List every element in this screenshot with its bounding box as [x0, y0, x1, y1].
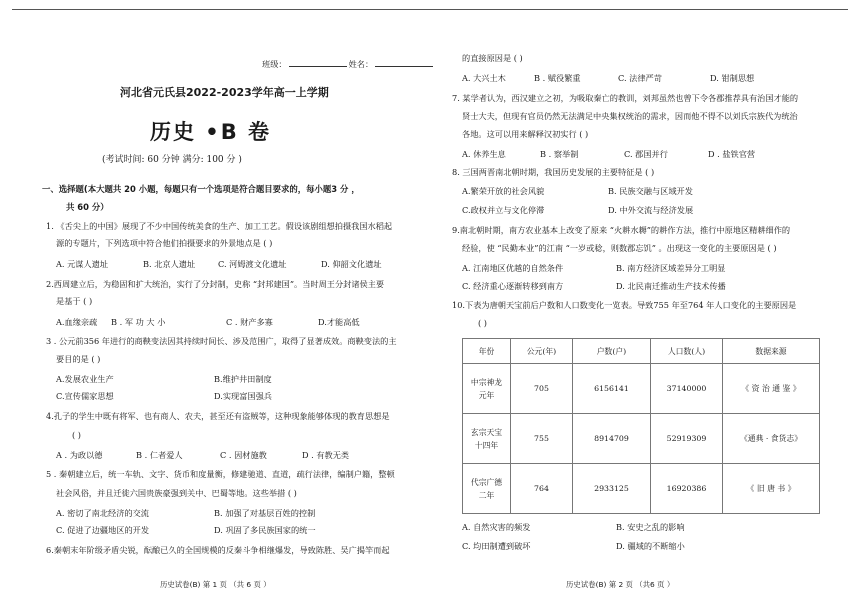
option-a[interactable]: A. 大兴土木: [462, 73, 506, 83]
option-c[interactable]: C.政权并立与文化停滞: [462, 205, 545, 215]
top-rule: [12, 9, 848, 10]
option-b[interactable]: B. 南方经济区域差异分工明显: [616, 263, 726, 273]
table-row: [463, 364, 820, 414]
table-cell-source: 《 资 治 通 鉴 》: [723, 364, 820, 414]
option-b[interactable]: B . 军 功 大 小: [111, 317, 166, 327]
question-4-line1: 4.孔子的学生中既有将军、也有商人、农夫，甚至还有盗贼等，这种现象能够体现的教育思想是: [46, 411, 390, 421]
option-a[interactable]: A . 为政以德: [56, 450, 103, 460]
option-a[interactable]: A.繁荣开放的社会风貌: [462, 186, 545, 196]
table-cell-population: 16920386: [651, 464, 723, 514]
option-d[interactable]: D. 疆域的不断缩小: [616, 541, 685, 551]
question-6-line2: 的直接原因是 ( ): [462, 53, 523, 63]
question-2-line2: 是基于 ( ): [56, 296, 93, 306]
option-a[interactable]: A.血缘亲疏: [56, 317, 98, 327]
exam-info: (考试时间: 60 分钟 满分: 100 分 ): [102, 155, 242, 165]
option-b[interactable]: B.维护井田制度: [214, 374, 272, 384]
question-6-line1: 6.秦朝末年阶级矛盾尖锐，酝酿已久的全国规模的反秦斗争相继爆发，导致陈胜、吴广揭竿而起: [46, 545, 390, 555]
option-a[interactable]: A. 元谋人遗址: [56, 259, 109, 269]
option-c[interactable]: C. 经济重心逐渐转移到南方: [462, 281, 564, 291]
class-blank[interactable]: [289, 58, 347, 67]
option-d[interactable]: D. 钳制思想: [710, 73, 755, 83]
option-b[interactable]: B. 加强了对基层百姓的控制: [214, 508, 316, 518]
table-cell-source: 《通典 · 食货志》: [723, 414, 820, 464]
question-5-line1: 5 . 秦朝建立后，统一车轨、文字、货币和度量衡，修建驰道、直道，疏行法律，编制户籍，整顿: [46, 469, 395, 479]
option-a[interactable]: A. 休养生息: [462, 149, 506, 159]
option-c[interactable]: C. 郡国并行: [624, 149, 668, 159]
option-d[interactable]: D. 北民南迁推动生产技术传播: [616, 281, 726, 291]
option-a[interactable]: A. 自然灾害的频发: [462, 522, 531, 532]
option-a[interactable]: A. 江南地区优越的自然条件: [462, 263, 564, 273]
table-cell-year: 705: [511, 364, 573, 414]
table-header: 户数(户): [573, 339, 651, 364]
option-b[interactable]: B . 察举制: [540, 149, 579, 159]
option-d[interactable]: D. 巩固了多民族国家的统一: [214, 525, 316, 535]
option-c[interactable]: C. 促进了边疆地区的开发: [56, 525, 150, 535]
table-cell-population: 52919309: [651, 414, 723, 464]
exam-subject-title: 历史 •B 卷: [150, 120, 272, 144]
option-c[interactable]: C. 河姆渡文化遗址: [218, 259, 287, 269]
table-cell-year: 764: [511, 464, 573, 514]
option-d[interactable]: D.实现富国强兵: [214, 391, 272, 401]
question-9-line1: 9.南北朝时期，南方农业基本上改变了原来 “火耕水耨”的耕作方法，推行中原地区精耕细作的: [452, 225, 791, 235]
table-cell-households: 8914709: [573, 414, 651, 464]
option-b[interactable]: B . 仁者爱人: [136, 450, 183, 460]
option-d[interactable]: D. 仰韶文化遗址: [321, 259, 382, 269]
question-9-line2: 经验，使 “民勤本业”的江南 “一岁或稔，则数郡忘饥” 。出现这一变化的主要原因是 ( ): [462, 243, 777, 253]
option-d[interactable]: D.才能高低: [318, 317, 360, 327]
table-cell-era: 玄宗天宝 十四年: [463, 414, 511, 464]
table-cell-era: 代宗广德 二年: [463, 464, 511, 514]
question-3-line2: 要目的是 ( ): [56, 354, 101, 364]
option-d[interactable]: D. 中外交流与经济发展: [608, 205, 694, 215]
question-10-line1: 10.下表为唐朝天宝前后户数和人口数变化一览表。导致755 年至764 年人口变化的主要原因是: [452, 300, 797, 310]
table-header: 数据来源: [723, 339, 820, 364]
option-c[interactable]: C . 财产多寡: [226, 317, 273, 327]
class-name-line: [262, 58, 435, 70]
question-4-line2: ( ): [72, 430, 81, 440]
question-1-line2: 源的专题片，下列选项中符合他们拍摄要求的外景地点是 ( ): [56, 238, 273, 248]
population-table: [462, 338, 820, 514]
section-heading-line1: 一、选择题(本大题共 20 小题，每题只有一个选项是符合题目要求的，每小题3 分 ，: [42, 184, 360, 194]
question-1-line1: 1. 《舌尖上的中国》展现了不少中国传统美食的生产、加工工艺。假设该剧组想拍摄我国水稻起: [46, 221, 393, 231]
question-10-line2: ( ): [478, 318, 487, 328]
table-cell-year: 755: [511, 414, 573, 464]
table-cell-era: 中宗神龙 元年: [463, 364, 511, 414]
table-cell-source: 《 旧 唐 书 》: [723, 464, 820, 514]
option-c[interactable]: C. 法律严苛: [618, 73, 662, 83]
section-heading-line2: 共 60 分）: [66, 202, 109, 212]
option-a[interactable]: A.发展农业生产: [56, 374, 114, 384]
table-header: 年份: [463, 339, 511, 364]
name-label: 姓名：: [348, 59, 374, 69]
table-cell-households: 6156141: [573, 364, 651, 414]
question-5-line2: 社会风俗，并且迁徙六国贵族豪强到关中、巴蜀等地。这些举措 ( ): [56, 488, 297, 498]
option-b[interactable]: B . 赋役繁重: [534, 73, 581, 83]
option-d[interactable]: D . 盐铁官营: [708, 149, 756, 159]
question-7-line2: 贤士大夫，但现有官员仍然无法满足中央集权统治的需求，因而他不得不以刘氏宗族代为统治: [462, 111, 798, 121]
table-cell-population: 37140000: [651, 364, 723, 414]
option-b[interactable]: B. 北京人遗址: [143, 259, 196, 269]
option-b[interactable]: B. 安史之乱的影响: [616, 522, 685, 532]
question-7-line3: 各地。这可以用来解释汉初实行 ( ): [462, 129, 589, 139]
class-label: 班级：: [262, 59, 287, 69]
option-d[interactable]: D . 有教无类: [302, 450, 350, 460]
question-7-line1: 7. 某学者认为，西汉建立之初，为吸取秦亡的教训，刘邦虽然也曾下令各郡推荐具有治国才能的: [452, 93, 799, 103]
name-blank[interactable]: [375, 58, 433, 67]
option-c[interactable]: C . 因材施教: [220, 450, 267, 460]
table-row: [463, 414, 820, 464]
option-c[interactable]: C.宣传儒家思想: [56, 391, 114, 401]
question-3-line1: 3 . 公元前356 年进行的商鞅变法因其持续时间长、涉及范围广，取得了显著成效。商鞅变法的主: [46, 336, 397, 346]
option-b[interactable]: B. 民族交融与区域开发: [608, 186, 693, 196]
question-8-line1: 8. 三国两晋南北朝时期，我国历史发展的主要特征是 ( ): [452, 167, 655, 177]
option-c[interactable]: C. 均田制遭到破坏: [462, 541, 531, 551]
exam-school-title: 河北省元氏县2022-2023学年高一上学期: [120, 86, 329, 99]
table-row: [463, 464, 820, 514]
table-header-row: [463, 339, 820, 364]
table-header: 人口数(人): [651, 339, 723, 364]
footer-page-2: 历史试卷(B) 第 2 页 （共6 页 ）: [566, 580, 675, 589]
table-header: 公元(年): [511, 339, 573, 364]
table-cell-households: 2933125: [573, 464, 651, 514]
question-2-line1: 2.西周建立后，为稳固和扩大统治，实行了分封制，史称 “封邦建国”。当时周王分封诸侯主要: [46, 279, 385, 289]
option-a[interactable]: A. 密切了南北经济的交流: [56, 508, 149, 518]
footer-page-1: 历史试卷(B) 第 1 页 （共 6 页 ）: [160, 580, 271, 589]
